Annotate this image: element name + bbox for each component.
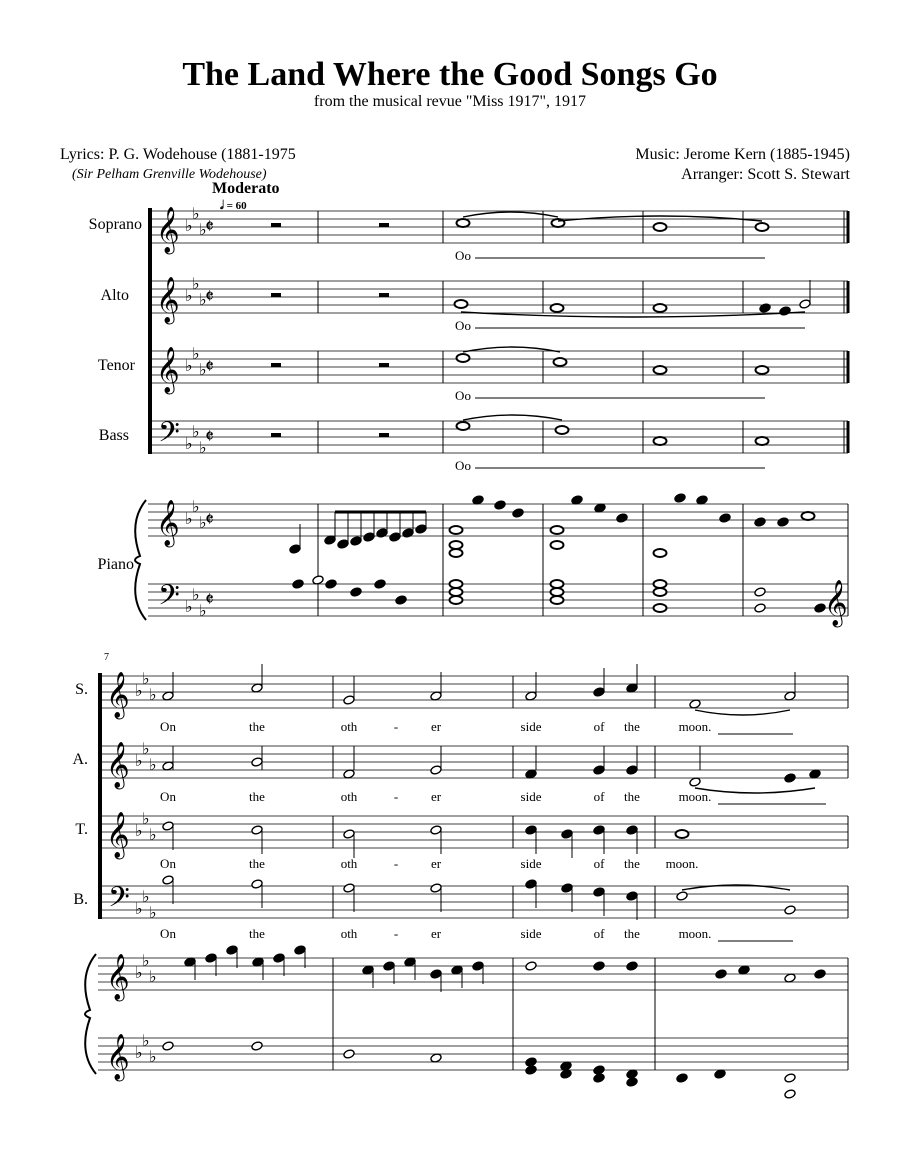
treble-clef-icon: 𝄞 [106, 742, 130, 788]
treble-clef-icon: 𝄞 [156, 347, 180, 393]
note-head [626, 825, 638, 835]
tie-curve [695, 788, 815, 793]
lyric-word: oth [340, 926, 358, 941]
note-head [525, 879, 537, 889]
note-head [799, 299, 811, 309]
cut-time-icon: 𝄵 [205, 507, 214, 531]
lyric-oo-tenor: Oo [455, 388, 471, 403]
measure-number: 7 [104, 652, 109, 663]
tie-curve [558, 216, 762, 221]
note-head [162, 1041, 174, 1051]
note-head [784, 1073, 796, 1083]
flat-icon: ♭ [185, 509, 193, 528]
whole-note [450, 526, 463, 534]
note-head [430, 969, 442, 979]
note-head [374, 579, 386, 589]
lyricist-credit: Lyrics: P. G. Wodehouse (1881-1975 [60, 146, 296, 163]
whole-note [654, 437, 667, 445]
note-head [525, 1065, 537, 1075]
whole-note [450, 588, 463, 596]
note-head [325, 579, 337, 589]
lyric-word: of [593, 926, 605, 941]
part-label-bass: Bass [98, 427, 129, 444]
flat-icon: ♭ [192, 344, 200, 363]
lyric-word: On [160, 719, 176, 734]
flat-icon: ♭ [135, 1043, 143, 1062]
note-head [343, 883, 355, 893]
note-head [626, 765, 638, 775]
note-head [814, 969, 826, 979]
lyric-word: side [520, 789, 542, 804]
flat-icon: ♭ [192, 497, 200, 516]
arranger-credit: Arranger: Scott S. Stewart [681, 166, 850, 183]
whole-note [756, 437, 769, 445]
metronome-value: = 60 [226, 200, 247, 212]
half-rest [379, 433, 389, 437]
note-head [294, 945, 306, 955]
note-head [205, 953, 217, 963]
cut-time-icon: 𝄵 [205, 284, 214, 308]
lyric-word: - [393, 719, 399, 734]
half-rest [379, 293, 389, 297]
note-head [593, 687, 605, 697]
flat-icon: ♭ [192, 204, 200, 223]
lyric-word: On [160, 789, 176, 804]
half-rest [271, 433, 281, 437]
note-head [512, 508, 524, 518]
part-label-a: A. [72, 751, 88, 768]
flat-icon: ♭ [149, 755, 157, 774]
flat-icon: ♭ [135, 751, 143, 770]
flat-icon: ♭ [199, 290, 207, 309]
whole-note [551, 304, 564, 312]
note-head [383, 961, 395, 971]
lyric-word: side [520, 719, 542, 734]
flat-icon: ♭ [142, 951, 150, 970]
note-head [251, 757, 263, 767]
flat-icon: ♭ [185, 286, 193, 305]
lyric-oo-alto: Oo [455, 318, 471, 333]
note-head [162, 875, 174, 885]
half-rest [379, 223, 389, 227]
flat-icon: ♭ [199, 220, 207, 239]
lyric-word: - [393, 789, 399, 804]
half-rest [271, 293, 281, 297]
treble-clef-icon: 𝄞 [824, 580, 848, 626]
whole-note [551, 541, 564, 549]
whole-note [551, 526, 564, 534]
flat-icon: ♭ [149, 1047, 157, 1066]
lyric-word: On [160, 926, 176, 941]
half-rest [379, 363, 389, 367]
whole-note [654, 580, 667, 588]
note-head [389, 532, 401, 542]
note-head [593, 825, 605, 835]
part-label-soprano: Soprano [88, 216, 142, 233]
flat-icon: ♭ [142, 809, 150, 828]
part-label-alto: Alto [100, 287, 129, 304]
whole-note [654, 588, 667, 596]
note-head [754, 587, 766, 597]
note-head [251, 1041, 263, 1051]
flat-icon: ♭ [135, 821, 143, 840]
note-head [251, 879, 263, 889]
half-note-icon: 𝅗𝅥 [220, 198, 224, 212]
part-label-tenor: Tenor [97, 357, 135, 374]
flat-icon: ♭ [149, 685, 157, 704]
note-head [626, 891, 638, 901]
note-head [593, 1073, 605, 1083]
part-label-t: T. [75, 821, 88, 838]
whole-note [450, 549, 463, 557]
note-head [430, 883, 442, 893]
whole-note [455, 300, 468, 308]
cut-time-icon: 𝄵 [205, 424, 214, 448]
piano-brace-icon [135, 500, 146, 620]
tie-curve [695, 710, 790, 715]
whole-note [756, 223, 769, 231]
flat-icon: ♭ [199, 513, 207, 532]
note-head [402, 528, 414, 538]
half-rest [271, 363, 281, 367]
flat-icon: ♭ [199, 601, 207, 620]
note-head [593, 961, 605, 971]
lyric-word: moon. [678, 926, 712, 941]
flat-icon: ♭ [199, 438, 207, 457]
lyric-word: the [249, 789, 265, 804]
lyric-word: of [593, 789, 605, 804]
flat-icon: ♭ [185, 356, 193, 375]
whole-note [654, 304, 667, 312]
treble-clef-icon: 𝄞 [106, 1034, 130, 1080]
treble-clef-icon: 𝄞 [106, 954, 130, 1000]
lyric-oo-bass: Oo [455, 458, 471, 473]
note-head [784, 1089, 796, 1099]
tempo-marking: Moderato [212, 180, 280, 197]
flat-icon: ♭ [192, 422, 200, 441]
note-head [350, 536, 362, 546]
flat-icon: ♭ [142, 739, 150, 758]
note-head [626, 1077, 638, 1087]
flat-icon: ♭ [135, 681, 143, 700]
flat-icon: ♭ [135, 899, 143, 918]
treble-clef-icon: 𝄞 [156, 207, 180, 253]
lyricist-full-name: (Sir Pelham Grenville Wodehouse) [72, 167, 267, 182]
note-head [754, 517, 766, 527]
whole-note [450, 596, 463, 604]
note-head [494, 500, 506, 510]
whole-note [551, 588, 564, 596]
lyric-word: side [520, 856, 542, 871]
lyric-word: oth [340, 719, 358, 734]
lyric-word: - [393, 926, 399, 941]
note-head [593, 887, 605, 897]
note-head [593, 765, 605, 775]
lyric-word: moon. [665, 856, 699, 871]
lyric-oo-soprano: Oo [455, 248, 471, 263]
flat-icon: ♭ [149, 825, 157, 844]
treble-clef-icon: 𝄞 [156, 500, 180, 546]
note-head [561, 883, 573, 893]
score-title: The Land Where the Good Songs Go [182, 56, 718, 93]
whole-note [654, 604, 667, 612]
lyric-word: the [624, 856, 640, 871]
whole-note [556, 426, 569, 434]
treble-clef-icon: 𝄞 [106, 672, 130, 718]
note-head [676, 1073, 688, 1083]
note-head [759, 303, 771, 313]
whole-note [457, 422, 470, 430]
piano-brace-icon [85, 954, 96, 1074]
note-head [292, 579, 304, 589]
half-rest [271, 223, 281, 227]
flat-icon: ♭ [185, 597, 193, 616]
lyric-word: the [624, 719, 640, 734]
part-label-b: B. [73, 891, 88, 908]
note-head [754, 603, 766, 613]
flat-icon: ♭ [142, 887, 150, 906]
note-head [395, 595, 407, 605]
whole-note [450, 541, 463, 549]
lyric-word: er [430, 789, 442, 804]
note-head [561, 829, 573, 839]
lyric-word: er [430, 926, 442, 941]
whole-note [554, 358, 567, 366]
bass-clef-icon: 𝄢 [158, 579, 180, 619]
whole-note [654, 549, 667, 557]
whole-note [756, 366, 769, 374]
cut-time-icon: 𝄵 [205, 214, 214, 238]
whole-note [551, 580, 564, 588]
note-head [525, 825, 537, 835]
note-head [777, 517, 789, 527]
flat-icon: ♭ [142, 669, 150, 688]
lyric-word: oth [340, 856, 358, 871]
lyric-word: the [624, 926, 640, 941]
lyric-word: On [160, 856, 176, 871]
whole-note [654, 223, 667, 231]
lyric-word: moon. [678, 719, 712, 734]
note-head [616, 513, 628, 523]
note-head [337, 539, 349, 549]
note-head [626, 961, 638, 971]
lyric-word: the [249, 926, 265, 941]
flat-icon: ♭ [142, 1031, 150, 1050]
lyric-word: the [249, 719, 265, 734]
whole-note [654, 366, 667, 374]
note-head [350, 587, 362, 597]
note-head [162, 821, 174, 831]
whole-note [457, 354, 470, 362]
note-head [784, 905, 796, 915]
cut-time-icon: 𝄵 [205, 354, 214, 378]
note-head [430, 825, 442, 835]
lyric-word: - [393, 856, 399, 871]
flat-icon: ♭ [149, 903, 157, 922]
bass-clef-icon: 𝄢 [158, 416, 180, 456]
lyric-word: side [520, 926, 542, 941]
whole-note [676, 830, 689, 838]
flat-icon: ♭ [199, 360, 207, 379]
lyric-word: the [249, 856, 265, 871]
lyric-word: the [624, 789, 640, 804]
note-head [343, 1049, 355, 1059]
composer-credit: Music: Jerome Kern (1885-1945) [635, 146, 850, 163]
lyric-word: oth [340, 789, 358, 804]
note-head [715, 969, 727, 979]
lyric-word: of [593, 719, 605, 734]
note-head [273, 953, 285, 963]
note-head [525, 961, 537, 971]
whole-note [450, 580, 463, 588]
flat-icon: ♭ [135, 963, 143, 982]
flat-icon: ♭ [192, 274, 200, 293]
note-head [676, 891, 688, 901]
note-head [784, 773, 796, 783]
flat-icon: ♭ [185, 434, 193, 453]
part-label-piano: Piano [97, 556, 134, 573]
note-head [226, 945, 238, 955]
whole-note [551, 596, 564, 604]
tie-curve [463, 415, 562, 420]
tie-curve [463, 212, 558, 217]
part-label-s: S. [75, 681, 88, 698]
note-head [719, 513, 731, 523]
treble-clef-icon: 𝄞 [106, 812, 130, 858]
note-head [415, 524, 427, 534]
lyric-word: er [430, 856, 442, 871]
note-head [343, 695, 355, 705]
note-head [363, 532, 375, 542]
note-head [779, 306, 791, 316]
whole-note [802, 512, 815, 520]
flat-icon: ♭ [185, 216, 193, 235]
lyric-word: of [593, 856, 605, 871]
note-head [472, 961, 484, 971]
cut-time-icon: 𝄵 [205, 587, 214, 611]
bass-clef-icon: 𝄢 [108, 881, 130, 921]
whole-note [457, 219, 470, 227]
lyric-word: er [430, 719, 442, 734]
note-head [376, 528, 388, 538]
note-head [430, 765, 442, 775]
note-head [343, 829, 355, 839]
note-head [251, 825, 263, 835]
note-head [289, 544, 301, 554]
treble-clef-icon: 𝄞 [156, 277, 180, 323]
lyric-word: moon. [678, 789, 712, 804]
flat-icon: ♭ [192, 585, 200, 604]
flat-icon: ♭ [149, 967, 157, 986]
score-subtitle: from the musical revue "Miss 1917", 1917 [313, 93, 587, 110]
note-head [674, 493, 686, 503]
